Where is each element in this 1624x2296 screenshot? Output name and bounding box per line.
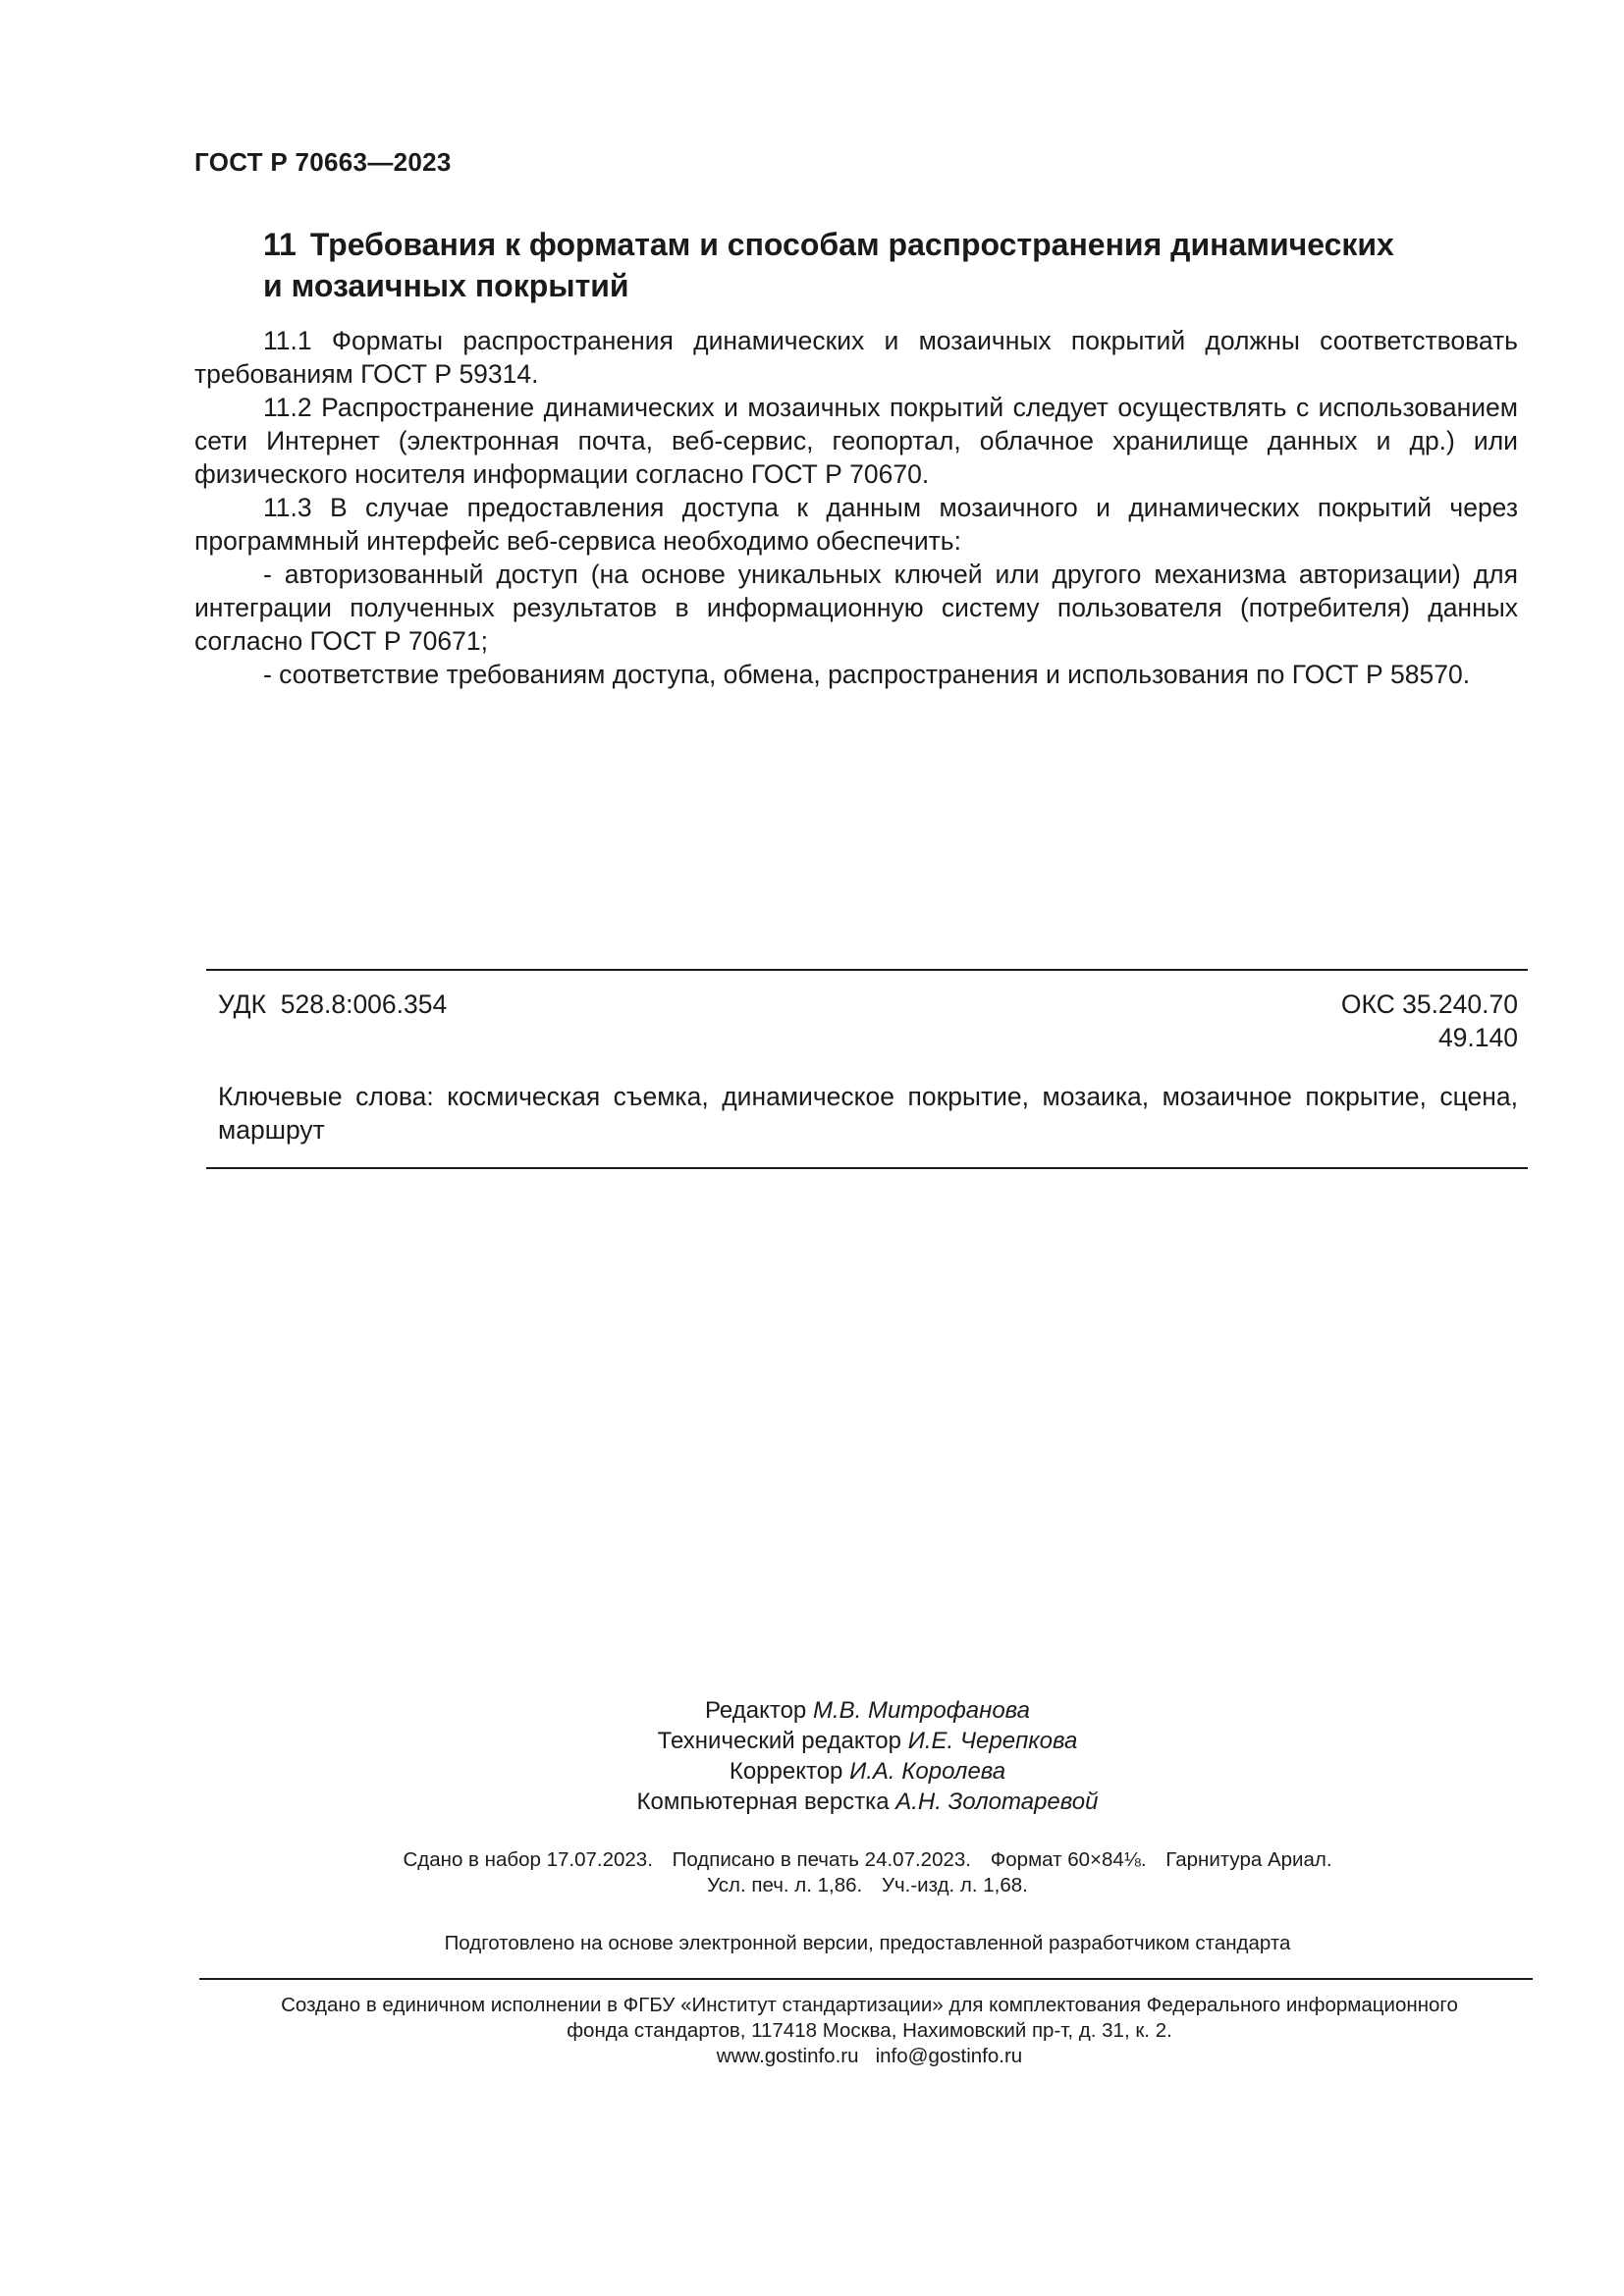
- oks-label: ОКС: [1340, 989, 1395, 1019]
- document-code: ГОСТ Р 70663—2023: [194, 147, 452, 177]
- credits-block: [0, 1695, 1624, 1817]
- section-title-text: Требования к форматам и способам распространения динамических: [309, 227, 1394, 262]
- paragraph-11-2: 11.2 Распространение динамических и мозаичных покрытий следует осуществлять с использованием сети Интернет (электронная почта, веб-сервис, геопортал, облачное хранилище данных и др.) или физического носителя информации согласно ГОСТ Р 70670.: [194, 393, 1518, 489]
- imprint-submitted: Сдано в набор 17.07.2023.: [403, 1848, 653, 1871]
- keywords-text: космическая съемка, динамическое покрытие, мозаика, мозаичное покрытие, сцена, маршрут: [218, 1082, 1518, 1145]
- imprint-line2: [0, 1873, 1624, 1898]
- udk-value: 528.8:006.354: [280, 989, 448, 1019]
- section-body: [194, 324, 1518, 691]
- footer-divider: [199, 1978, 1533, 1980]
- credit-tech-editor: [0, 1726, 1624, 1756]
- credit-role: Редактор: [704, 1697, 807, 1724]
- footer-contacts: [0, 2044, 1624, 2069]
- credit-person: И.Е. Черепкова: [907, 1728, 1078, 1754]
- paragraph-11-1: 11.1 Форматы распространения динамических и мозаичных покрытий должны соответствовать требованиям ГОСТ Р 59314.: [194, 326, 1518, 389]
- footer-line1: Создано в единичном исполнении в ФГБУ «Институт стандартизации» для комплектования Федерального информационного: [281, 1994, 1458, 2016]
- credit-person: А.Н. Золотаревой: [895, 1789, 1099, 1815]
- oks-code: [1341, 988, 1518, 1054]
- oks-value-2: 49.140: [1437, 1023, 1518, 1052]
- credit-person: М.В. Митрофанова: [812, 1697, 1031, 1724]
- udk-code: [218, 988, 447, 1021]
- credit-person: И.А. Королева: [849, 1758, 1006, 1785]
- paragraph-11-3: 11.3 В случае предоставления доступа к данным мозаичного и динамических покрытий через программный интерфейс веб-сервиса необходимо обеспечить:: [194, 493, 1518, 556]
- email-link[interactable]: info@gostinfo.ru: [875, 2045, 1023, 2067]
- credit-layout: [0, 1787, 1624, 1817]
- credit-role: Компьютерная верстка: [636, 1789, 890, 1815]
- imprint-print-sheets: Усл. печ. л. 1,86.: [707, 1874, 863, 1896]
- list-item-requirements-compliance: - соответствие требованиям доступа, обмена, распространения и использования по ГОСТ Р 58570.: [263, 660, 1471, 689]
- keywords: [218, 1080, 1518, 1147]
- footer-block: [0, 1993, 1624, 2069]
- section-title-line2: и мозаичных покрытий: [263, 268, 629, 303]
- imprint-line1: [0, 1847, 1624, 1873]
- website-link[interactable]: www.gostinfo.ru: [716, 2045, 859, 2067]
- top-divider: [206, 969, 1528, 971]
- oks-value-1: 35.240.70: [1402, 989, 1518, 1019]
- credit-role: Корректор: [729, 1758, 843, 1785]
- imprint-typeface: Гарнитура Ариал.: [1165, 1848, 1332, 1871]
- credit-role: Технический редактор: [657, 1728, 902, 1754]
- imprint-signed: Подписано в печать 24.07.2023.: [672, 1848, 971, 1871]
- section-number: 11: [263, 227, 297, 262]
- credit-editor: [0, 1695, 1624, 1726]
- footer-line2: фонда стандартов, 117418 Москва, Нахимовский пр-т, д. 31, к. 2.: [567, 2019, 1172, 2042]
- imprint-publisher-sheets: Уч.-изд. л. 1,68.: [881, 1874, 1028, 1896]
- udk-label: УДК: [218, 989, 267, 1019]
- imprint-block: [0, 1847, 1624, 1898]
- imprint-format: Формат 60×84⅛.: [990, 1848, 1147, 1871]
- credit-corrector: [0, 1756, 1624, 1787]
- list-item-authorized-access: - авторизованный доступ (на основе уникальных ключей или другого механизма авторизации) для интеграции полученных результатов в информационную систему пользователя (потребителя) данных согласно ГОСТ Р 70671;: [194, 560, 1518, 656]
- section-title: [263, 224, 1540, 306]
- keywords-label: Ключевые слова:: [218, 1082, 434, 1111]
- prepared-note: Подготовлено на основе электронной версии, предоставленной разработчиком стандарта: [444, 1932, 1291, 1954]
- section-title-line1: [263, 224, 1540, 265]
- bottom-divider: [206, 1167, 1528, 1169]
